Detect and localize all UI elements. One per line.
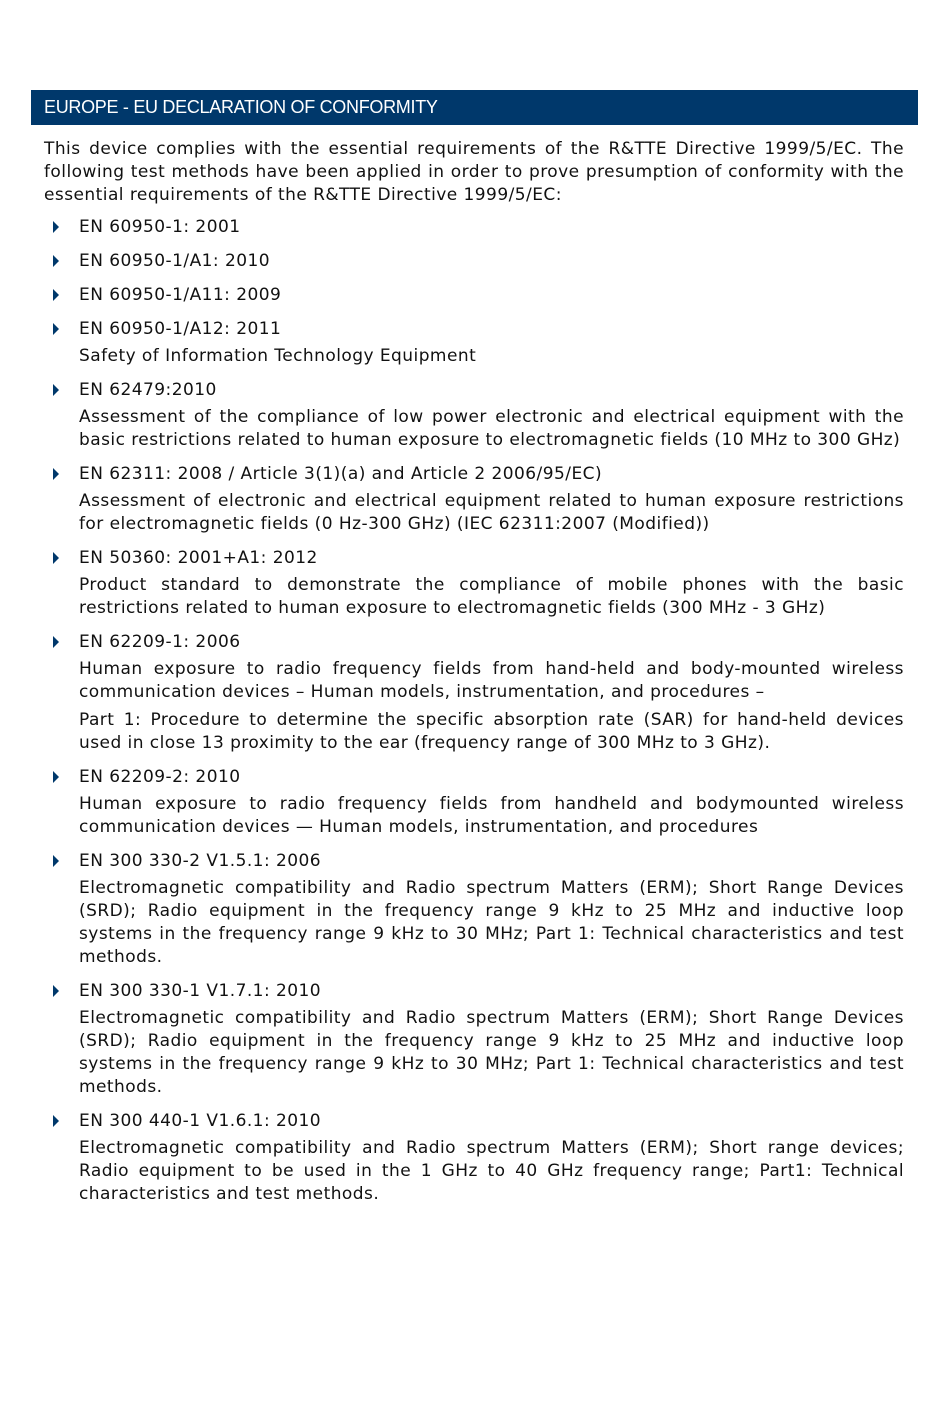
standard-code: EN 60950-1/A1: 2010 <box>79 251 271 271</box>
standard-item <box>44 379 904 452</box>
standard-item <box>44 850 904 969</box>
standard-description: Assessment of the compliance of low power electronic and electrical equipment with the basic restrictions related to human exposure to electromagnetic fields (10 MHz to 300 GHz) <box>79 407 904 450</box>
standards-list <box>44 216 904 1206</box>
standard-item <box>44 631 904 755</box>
caret-right-icon <box>53 468 59 480</box>
caret-right-icon <box>53 855 59 867</box>
standard-item <box>44 463 904 536</box>
standard-item <box>44 547 904 620</box>
standard-item <box>44 284 904 307</box>
standard-description: Part 1: Procedure to determine the specific absorption rate (SAR) for hand-held devices used in close 13 proximity to the ear (frequency range of 300 MHz to 3 GHz). <box>79 710 904 753</box>
standard-code: EN 62311: 2008 / Article 3(1)(a) and Article 2 2006/95/EC) <box>79 464 603 484</box>
caret-right-icon <box>53 985 59 997</box>
standard-code: EN 300 330-2 V1.5.1: 2006 <box>79 851 322 871</box>
standard-code: EN 60950-1/A12: 2011 <box>79 319 282 339</box>
caret-right-icon <box>53 384 59 396</box>
intro-paragraph: This device complies with the essential requirements of the R&TTE Directive 1999/5/EC. The following test methods have been applied in order to prove presumption of conformity with the essential requirements of the R&TTE Directive 1999/5/EC: <box>44 139 904 205</box>
standard-code: EN 62209-1: 2006 <box>79 632 241 652</box>
caret-right-icon <box>53 636 59 648</box>
standard-description: Human exposure to radio frequency fields from hand-held and body-mounted wireless communication devices – Human models, instrumentation, and procedures – <box>79 659 904 702</box>
standard-item <box>44 766 904 839</box>
standard-description: Product standard to demonstrate the compliance of mobile phones with the basic restrictions related to human exposure to electromagnetic fields (300 MHz - 3 GHz) <box>79 575 904 618</box>
standard-description: Safety of Information Technology Equipment <box>79 346 477 366</box>
standard-description: Electromagnetic compatibility and Radio spectrum Matters (ERM); Short Range Devices (SRD); Radio equipment in the frequency range 9 kHz to 25 MHz and inductive loop systems in the frequency range 9 kHz to 30 MHz; Part 1: Technical characteristics and test methods. <box>79 878 904 967</box>
standard-item <box>44 318 904 368</box>
standard-code: EN 60950-1/A11: 2009 <box>79 285 282 305</box>
caret-right-icon <box>53 221 59 233</box>
caret-right-icon <box>53 255 59 267</box>
standard-item <box>44 980 904 1099</box>
standard-description: Human exposure to radio frequency fields from handheld and bodymounted wireless communication devices — Human models, instrumentation, and procedures <box>79 794 904 837</box>
standard-item <box>44 216 904 239</box>
caret-right-icon <box>53 1115 59 1127</box>
standard-description: Electromagnetic compatibility and Radio spectrum Matters (ERM); Short Range Devices (SRD); Radio equipment in the frequency range 9 kHz to 25 MHz and inductive loop systems in the frequency range 9 kHz to 30 MHz; Part 1: Technical characteristics and test methods. <box>79 1008 904 1097</box>
standard-description: Assessment of electronic and electrical equipment related to human exposure restrictions for electromagnetic fields (0 Hz-300 GHz) (IEC 62311:2007 (Modified)) <box>79 491 904 534</box>
standard-code: EN 50360: 2001+A1: 2012 <box>79 548 318 568</box>
section-body <box>44 138 904 1217</box>
caret-right-icon <box>53 289 59 301</box>
standard-code: EN 62209-2: 2010 <box>79 767 241 787</box>
standard-item <box>44 1110 904 1206</box>
standard-code: EN 60950-1: 2001 <box>79 217 241 237</box>
standard-item <box>44 250 904 273</box>
standard-code: EN 300 330-1 V1.7.1: 2010 <box>79 981 322 1001</box>
standard-description: Electromagnetic compatibility and Radio spectrum Matters (ERM); Short range devices; Radio equipment to be used in the 1 GHz to 40 GHz frequency range; Part1: Technical characteristics and test methods. <box>79 1138 904 1204</box>
standard-code: EN 300 440-1 V1.6.1: 2010 <box>79 1111 322 1131</box>
caret-right-icon <box>53 552 59 564</box>
section-title: EUROPE - EU DECLARATION OF CONFORMITY <box>31 90 918 125</box>
standard-code: EN 62479:2010 <box>79 380 217 400</box>
caret-right-icon <box>53 771 59 783</box>
caret-right-icon <box>53 323 59 335</box>
